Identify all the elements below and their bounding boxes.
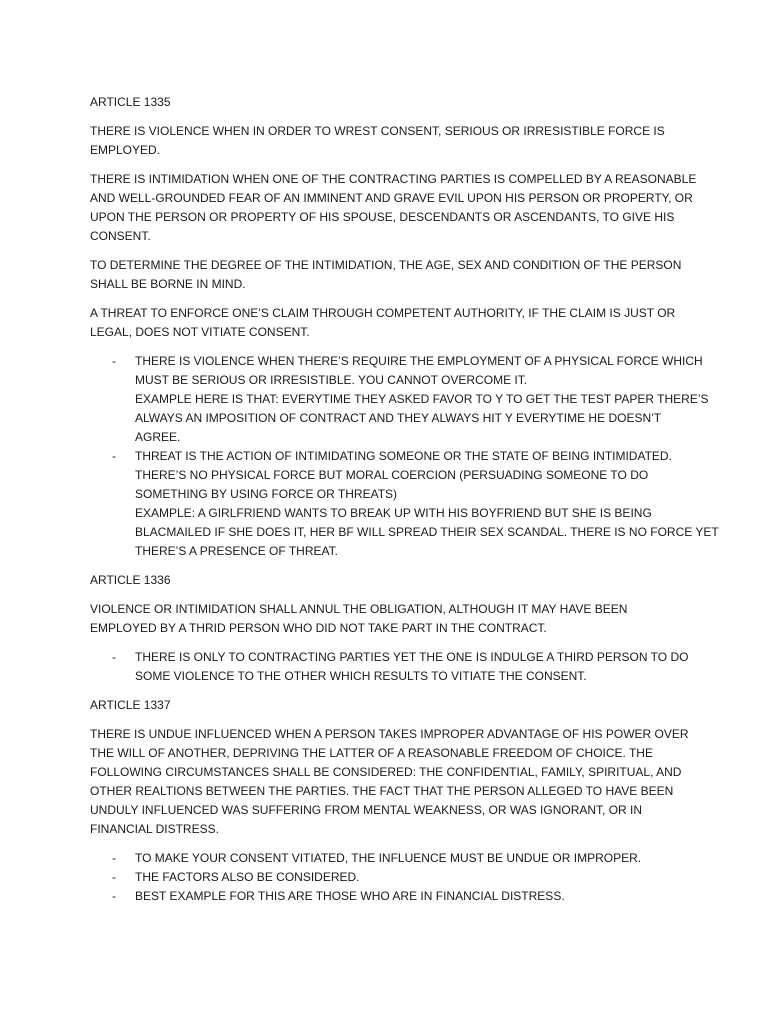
list-item [90, 887, 680, 906]
list-item [90, 447, 719, 561]
paragraph [90, 122, 680, 160]
text-line: ALWAYS AN IMPOSITION OF CONTRACT AND THEY ALWAYS HIT Y EVERYTIME HE DOESN’T [135, 411, 662, 425]
text-line: THE FACTORS ALSO BE CONSIDERED. [135, 870, 360, 884]
text-line: THERE’S NO PHYSICAL FORCE BUT MORAL COERCION (PERSUADING SOMEONE TO DO [135, 468, 649, 482]
paragraph [90, 170, 697, 246]
text-line: SHALL BE BORNE IN MIND. [90, 277, 246, 291]
text-line: THREAT IS THE ACTION OF INTIMIDATING SOMEONE OR THE STATE OF BEING INTIMIDATED. [135, 449, 672, 463]
text-line: ARTICLE 1335 [90, 95, 171, 109]
list-item [90, 849, 680, 868]
dash-bullet: - [112, 650, 116, 664]
text-line: UPON THE PERSON OR PROPERTY OF HIS SPOUSE, DESCENDANTS OR ASCENDANTS, TO GIVE HIS [90, 210, 675, 224]
text-line: THERE IS INTIMIDATION WHEN ONE OF THE CONTRACTING PARTIES IS COMPELLED BY A REASONABLE [90, 172, 697, 186]
list-item [90, 868, 680, 887]
text-line: THERE IS VIOLENCE WHEN THERE’S REQUIRE THE EMPLOYMENT OF A PHYSICAL FORCE WHICH [135, 354, 703, 368]
text-line: TO MAKE YOUR CONSENT VITIATED, THE INFLUENCE MUST BE UNDUE OR IMPROPER. [135, 851, 642, 865]
bullet-list [90, 849, 680, 906]
paragraph [90, 725, 689, 839]
article-heading [90, 93, 680, 112]
text-line: VIOLENCE OR INTIMIDATION SHALL ANNUL THE OBLIGATION, ALTHOUGH IT MAY HAVE BEEN [90, 602, 628, 616]
text-line: THE WILL OF ANOTHER, DEPRIVING THE LATTER OF A REASONABLE FREEDOM OF CHOICE. THE [90, 746, 653, 760]
text-line: MUST BE SERIOUS OR IRRESISTIBLE. YOU CANNOT OVERCOME IT. [135, 373, 528, 387]
text-line: SOME VIOLENCE TO THE OTHER WHICH RESULTS TO VITIATE THE CONSENT. [135, 669, 587, 683]
article-heading [90, 696, 680, 715]
text-line: AND WELL-GROUNDED FEAR OF AN IMMINENT AND GRAVE EVIL UPON HIS PERSON OR PROPERTY, OR [90, 191, 693, 205]
text-line: EMPLOYED BY A THRID PERSON WHO DID NOT TAKE PART IN THE CONTRACT. [90, 621, 547, 635]
paragraph [90, 600, 680, 638]
list-item [90, 648, 689, 686]
text-line: THERE IS VIOLENCE WHEN IN ORDER TO WREST CONSENT, SERIOUS OR IRRESISTIBLE FORCE IS [90, 124, 665, 138]
text-line: EXAMPLE HERE IS THAT: EVERYTIME THEY ASKED FAVOR TO Y TO GET THE TEST PAPER THERE’S [135, 392, 709, 406]
text-line: THERE IS UNDUE INFLUENCED WHEN A PERSON TAKES IMPROPER ADVANTAGE OF HIS POWER OVER [90, 727, 689, 741]
text-line: ARTICLE 1337 [90, 698, 171, 712]
text-line: FINANCIAL DISTRESS. [90, 822, 219, 836]
dash-bullet: - [112, 889, 116, 903]
text-line: EMPLOYED. [90, 143, 161, 157]
text-line: THERE’S A PRESENCE OF THREAT. [135, 544, 338, 558]
bullet-list [90, 352, 719, 561]
text-line: BEST EXAMPLE FOR THIS ARE THOSE WHO ARE IN FINANCIAL DISTRESS. [135, 889, 565, 903]
text-line: AGREE. [135, 430, 181, 444]
text-line: CONSENT. [90, 229, 151, 243]
text-line: LEGAL, DOES NOT VITIATE CONSENT. [90, 325, 310, 339]
text-line: FOLLOWING CIRCUMSTANCES SHALL BE CONSIDERED: THE CONFIDENTIAL, FAMILY, SPIRITUAL, AND [90, 765, 682, 779]
list-item [90, 352, 709, 447]
dash-bullet: - [112, 354, 116, 368]
paragraph [90, 304, 680, 342]
dash-bullet: - [112, 851, 116, 865]
text-line: A THREAT TO ENFORCE ONE’S CLAIM THROUGH COMPETENT AUTHORITY, IF THE CLAIM IS JUST OR [90, 306, 676, 320]
text-line: BLACMAILED IF SHE DOES IT, HER BF WILL SPREAD THEIR SEX SCANDAL. THERE IS NO FORCE YET [135, 525, 719, 539]
text-line: SOMETHING BY USING FORCE OR THREATS) [135, 487, 398, 501]
text-line: OTHER REALTIONS BETWEEN THE PARTIES. THE FACT THAT THE PERSON ALLEGED TO HAVE BEEN [90, 784, 674, 798]
article-heading [90, 571, 680, 590]
text-line: UNDULY INFLUENCED WAS SUFFERING FROM MENTAL WEAKNESS, OR WAS IGNORANT, OR IN [90, 803, 643, 817]
document-body [90, 93, 719, 916]
text-line: ARTICLE 1336 [90, 573, 171, 587]
text-line: EXAMPLE: A GIRLFRIEND WANTS TO BREAK UP WITH HIS BOYFRIEND BUT SHE IS BEING [135, 506, 652, 520]
text-line: THERE IS ONLY TO CONTRACTING PARTIES YET THE ONE IS INDULGE A THIRD PERSON TO DO [135, 650, 689, 664]
dash-bullet: - [112, 449, 116, 463]
text-line: TO DETERMINE THE DEGREE OF THE INTIMIDATION, THE AGE, SEX AND CONDITION OF THE PERSON [90, 258, 682, 272]
dash-bullet: - [112, 870, 116, 884]
paragraph [90, 256, 680, 294]
bullet-list [90, 648, 689, 686]
